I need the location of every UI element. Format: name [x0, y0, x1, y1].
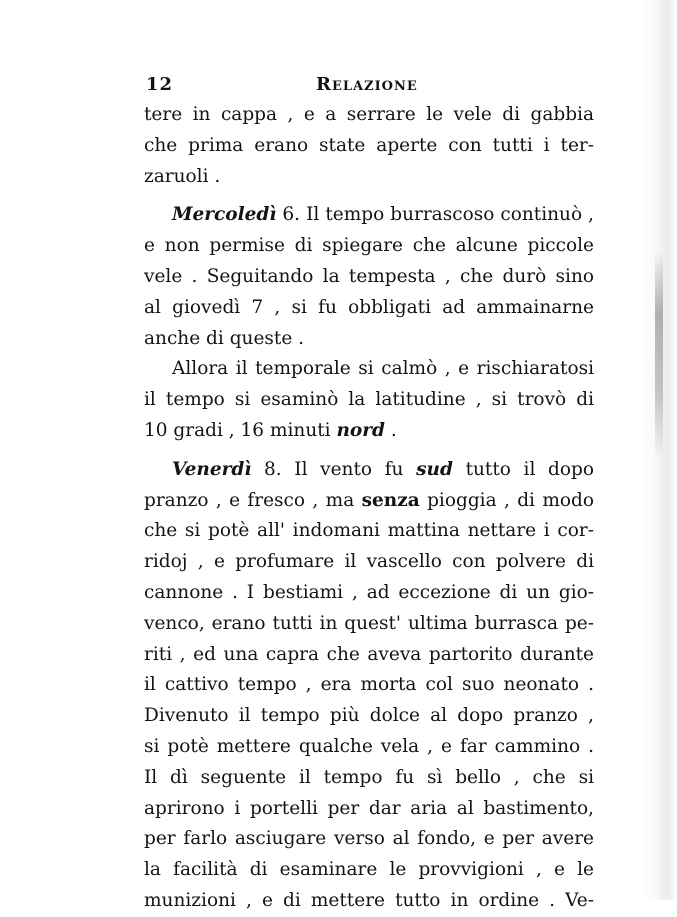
text-span: 6. Il tempo burrascoso continuò , [276, 204, 594, 226]
paragraph-3 [144, 354, 594, 446]
italic-word: nord [336, 419, 385, 441]
text-span: pioggia , di modo [419, 489, 594, 511]
text-line: aprirono i portelli per dar aria al bastimento, [144, 797, 594, 819]
text-line: ridoj , e profumare il vascello con polvere di [144, 551, 594, 573]
day-heading: Mercoledì [172, 204, 277, 226]
text-line: che si potè all' indomani mattina nettare i cor- [144, 520, 594, 542]
italic-word: sud [416, 458, 453, 480]
page-number: 12 [146, 74, 174, 95]
text-line: venco, erano tutti in quest' ultima burrasca pe- [144, 612, 594, 634]
bold-word: senza [361, 489, 420, 511]
text-line [144, 416, 594, 447]
text-line: anche di queste . [144, 327, 305, 349]
text-line: il cattivo tempo , era morta col suo neonato . [144, 674, 594, 696]
running-title: Relazione [316, 74, 418, 95]
text-line: Divenuto il tempo più dolce al dopo pranzo , [144, 705, 594, 727]
text-line: per farlo asciugare verso al fondo, e per avere [144, 828, 594, 850]
text-line: vele . Seguitando la tempesta , che durò sino [144, 265, 594, 287]
text-line: il tempo si esaminò la latitudine , si trovò di [144, 389, 594, 411]
text-line: al giovedì 7 , si fu obbligati ad ammainarne [144, 296, 594, 318]
text-line: che prima erano state aperte con tutti i ter- [144, 134, 594, 156]
paragraph-2 [144, 200, 594, 354]
text-line: tere in cappa , e a serrare le vele di gabbia [144, 104, 594, 125]
page-header [146, 70, 581, 100]
text-span: 10 gradi , 16 minuti [144, 419, 337, 441]
text-line: riti , ed una capra che aveva partorito durante [144, 643, 594, 665]
text-line: la facilità di esaminare le provvigioni , e le [144, 859, 594, 881]
day-heading: Venerdì [172, 458, 252, 480]
paragraph-4 [144, 455, 594, 917]
text-span: . [384, 419, 397, 441]
text-line: Allora il temporale si calmò , e rischiaratosi [172, 358, 594, 380]
text-line: si potè mettere qualche vela , e far cammino . [144, 735, 594, 757]
text-span: tutto il dopo [452, 458, 594, 480]
text-line: Il dì seguente il tempo fu sì bello , che si [144, 766, 594, 788]
text-line [144, 455, 594, 486]
text-span: pranzo , e fresco , ma [144, 489, 362, 511]
text-span: 8. Il vento fu [251, 458, 417, 480]
body-text [144, 100, 594, 917]
text-line: zaruoli . [144, 165, 221, 187]
text-line: cannone . I bestiami , ad eccezione di un gio- [144, 581, 594, 603]
text-line: e non permise di spiegare che alcune piccole [144, 235, 594, 257]
text-line: munizioni , e di mettere tutto in ordine . Ve- [144, 889, 594, 911]
text-line [144, 486, 594, 517]
page-edge-mark [655, 250, 663, 460]
paragraph-1 [144, 100, 594, 192]
text-line [144, 200, 594, 231]
